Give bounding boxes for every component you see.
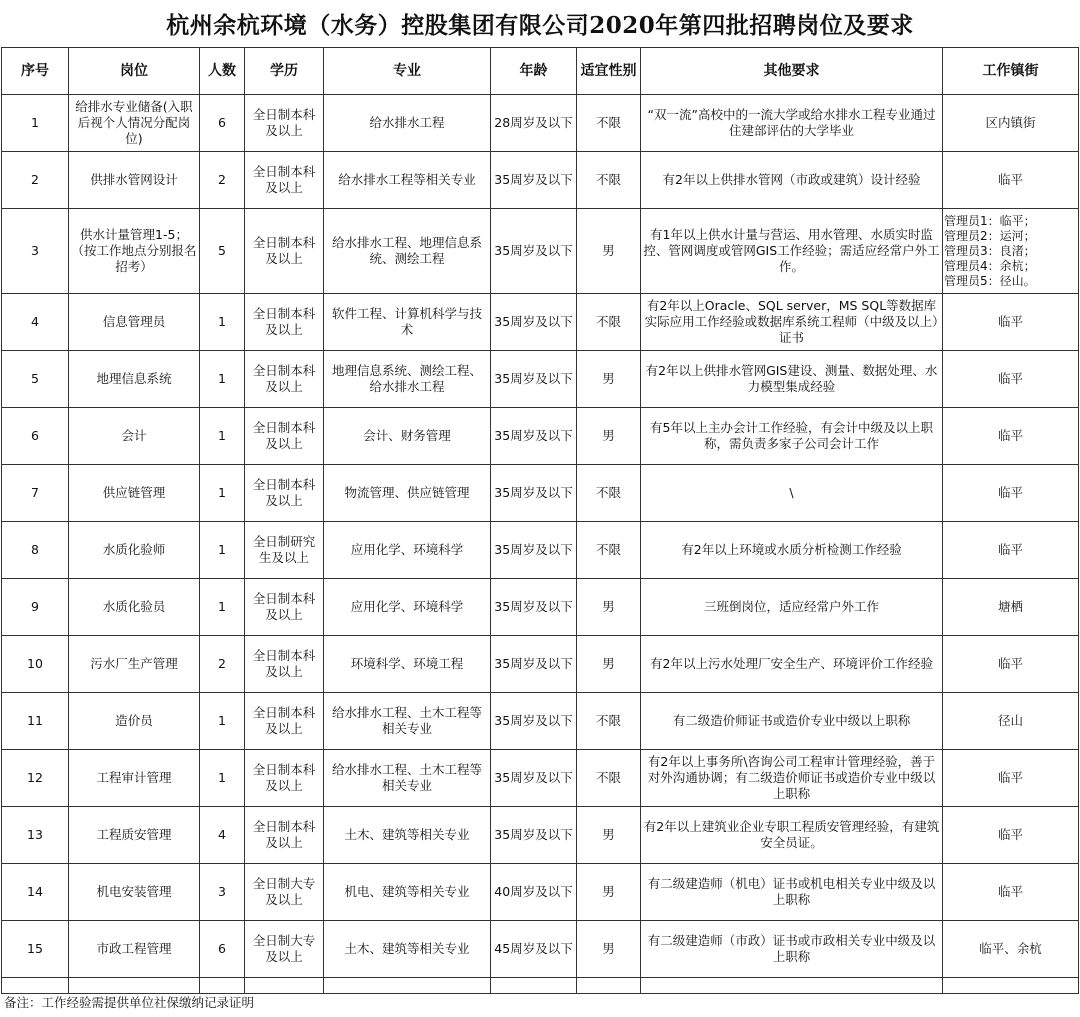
cell-gender: 男 [577, 209, 641, 294]
cell-position: 工程质安管理 [69, 807, 200, 864]
cell-other: 有2年以上Oracle、SQL server，MS SQL等数据库实际应用工作经验或数据库系统工程师（中级及以上）证书 [641, 294, 943, 351]
cell-town: 临平 [943, 636, 1079, 693]
cell-age: 35周岁及以下 [491, 579, 577, 636]
cell-town: 临平 [943, 864, 1079, 921]
cell-other: \ [641, 465, 943, 522]
table-row [2, 693, 1079, 750]
header-gender: 适宜性别 [577, 48, 641, 95]
cell-town: 临平 [943, 408, 1079, 465]
cell-education: 全日制本科及以上 [245, 636, 324, 693]
cell-count: 4 [200, 807, 245, 864]
cell-other: 有2年以上事务所\咨询公司工程审计管理经验，善于对外沟通协调；有二级造价师证书或造价专业中级以上职称 [641, 750, 943, 807]
cell-gender: 不限 [577, 95, 641, 152]
cell-education: 全日制本科及以上 [245, 408, 324, 465]
table-row [2, 807, 1079, 864]
cell-town: 临平 [943, 294, 1079, 351]
cell-other: 有2年以上供排水管网GIS建设、测量、数据处理、水力模型集成经验 [641, 351, 943, 408]
cell-town: 塘栖 [943, 579, 1079, 636]
empty-cell [641, 978, 943, 994]
cell-other: 有1年以上供水计量与营运、用水管理、水质实时监控、管网调度或管网GIS工作经验；需适应经常户外工作。 [641, 209, 943, 294]
cell-position: 供排水管网设计 [69, 152, 200, 209]
cell-age: 40周岁及以下 [491, 864, 577, 921]
cell-seq: 2 [2, 152, 69, 209]
empty-cell [69, 978, 200, 994]
table-row [2, 351, 1079, 408]
cell-gender: 男 [577, 636, 641, 693]
header-row [2, 48, 1079, 95]
cell-major: 给水排水工程、土木工程等相关专业 [324, 693, 491, 750]
town-line: 管理员5：径山。 [944, 273, 1036, 288]
page-title: 杭州余杭环境（水务）控股集团有限公司2020年第四批招聘岗位及要求 [166, 12, 914, 39]
cell-education: 全日制本科及以上 [245, 294, 324, 351]
cell-seq: 6 [2, 408, 69, 465]
cell-other: 有2年以上污水处理厂安全生产、环境评价工作经验 [641, 636, 943, 693]
cell-major: 土木、建筑等相关专业 [324, 921, 491, 978]
cell-town: 临平 [943, 152, 1079, 209]
table-row [2, 921, 1079, 978]
cell-position: 水质化验师 [69, 522, 200, 579]
cell-other: 有二级建造师（市政）证书或市政相关专业中级及以上职称 [641, 921, 943, 978]
header-town: 工作镇街 [943, 48, 1079, 95]
cell-gender: 男 [577, 864, 641, 921]
cell-position: 市政工程管理 [69, 921, 200, 978]
cell-position: 信息管理员 [69, 294, 200, 351]
cell-count: 3 [200, 864, 245, 921]
cell-count: 1 [200, 408, 245, 465]
empty-cell [2, 978, 69, 994]
header-count: 人数 [200, 48, 245, 95]
cell-count: 6 [200, 95, 245, 152]
cell-position: 污水厂生产管理 [69, 636, 200, 693]
cell-gender: 男 [577, 408, 641, 465]
cell-major: 物流管理、供应链管理 [324, 465, 491, 522]
empty-cell [943, 978, 1079, 994]
cell-education: 全日制本科及以上 [245, 209, 324, 294]
cell-age: 35周岁及以下 [491, 408, 577, 465]
cell-town: 临平 [943, 465, 1079, 522]
cell-count: 1 [200, 522, 245, 579]
cell-education: 全日制本科及以上 [245, 579, 324, 636]
cell-count: 2 [200, 636, 245, 693]
cell-count: 1 [200, 750, 245, 807]
table-row [2, 579, 1079, 636]
cell-count: 5 [200, 209, 245, 294]
empty-cell [324, 978, 491, 994]
cell-seq: 4 [2, 294, 69, 351]
cell-seq: 14 [2, 864, 69, 921]
cell-count: 1 [200, 351, 245, 408]
cell-position: 会计 [69, 408, 200, 465]
cell-gender: 男 [577, 579, 641, 636]
cell-position: 造价员 [69, 693, 200, 750]
cell-major: 地理信息系统、测绘工程、给水排水工程 [324, 351, 491, 408]
cell-major: 软件工程、计算机科学与技术 [324, 294, 491, 351]
cell-seq: 7 [2, 465, 69, 522]
cell-town: 区内镇街 [943, 95, 1079, 152]
town-line: 管理员1：临平； [944, 213, 1036, 228]
cell-count: 1 [200, 579, 245, 636]
empty-cell [245, 978, 324, 994]
cell-major: 应用化学、环境科学 [324, 579, 491, 636]
table-row [2, 95, 1079, 152]
header-position: 岗位 [69, 48, 200, 95]
cell-age: 35周岁及以下 [491, 750, 577, 807]
cell-gender: 不限 [577, 750, 641, 807]
cell-town: 临平 [943, 351, 1079, 408]
cell-other: 有2年以上建筑业企业专职工程质安管理经验，有建筑安全员证。 [641, 807, 943, 864]
cell-town: 临平 [943, 522, 1079, 579]
cell-other: 三班倒岗位，适应经常户外工作 [641, 579, 943, 636]
cell-seq: 1 [2, 95, 69, 152]
cell-major: 机电、建筑等相关专业 [324, 864, 491, 921]
cell-education: 全日制本科及以上 [245, 750, 324, 807]
cell-seq: 11 [2, 693, 69, 750]
cell-position: 水质化验员 [69, 579, 200, 636]
table-row [2, 408, 1079, 465]
cell-major: 给水排水工程、地理信息系统、测绘工程 [324, 209, 491, 294]
header-age: 年龄 [491, 48, 577, 95]
header-major: 专业 [324, 48, 491, 95]
cell-education: 全日制本科及以上 [245, 95, 324, 152]
cell-age: 35周岁及以下 [491, 522, 577, 579]
recruitment-table [1, 47, 1079, 994]
empty-row [2, 978, 1079, 994]
cell-age: 35周岁及以下 [491, 351, 577, 408]
cell-position: 给排水专业储备(入职后视个人情况分配岗位) [69, 95, 200, 152]
cell-seq: 12 [2, 750, 69, 807]
cell-other: 有2年以上环境或水质分析检测工作经验 [641, 522, 943, 579]
cell-other: “双一流”高校中的一流大学或给水排水工程专业通过住建部评估的大学毕业 [641, 95, 943, 152]
cell-gender: 不限 [577, 294, 641, 351]
cell-count: 1 [200, 465, 245, 522]
cell-major: 应用化学、环境科学 [324, 522, 491, 579]
cell-position: 地理信息系统 [69, 351, 200, 408]
cell-position: 供应链管理 [69, 465, 200, 522]
town-line: 管理员2：运河； [944, 228, 1036, 243]
cell-age: 35周岁及以下 [491, 465, 577, 522]
header-education: 学历 [245, 48, 324, 95]
table-row [2, 465, 1079, 522]
cell-gender: 不限 [577, 522, 641, 579]
cell-town [943, 209, 1079, 294]
cell-major: 给水排水工程 [324, 95, 491, 152]
cell-gender: 男 [577, 351, 641, 408]
cell-education: 全日制研究生及以上 [245, 522, 324, 579]
cell-town: 临平 [943, 807, 1079, 864]
cell-major: 土木、建筑等相关专业 [324, 807, 491, 864]
cell-age: 35周岁及以下 [491, 209, 577, 294]
cell-age: 28周岁及以下 [491, 95, 577, 152]
cell-count: 1 [200, 693, 245, 750]
cell-town: 径山 [943, 693, 1079, 750]
footnote: 备注：工作经验需提供单位社保缴纳记录证明 [4, 995, 255, 1010]
cell-age: 35周岁及以下 [491, 152, 577, 209]
cell-other: 有二级造价师证书或造价专业中级以上职称 [641, 693, 943, 750]
table-row [2, 209, 1079, 294]
cell-gender: 不限 [577, 693, 641, 750]
town-line: 管理员3：良渚； [944, 243, 1036, 258]
header-seq: 序号 [2, 48, 69, 95]
cell-age: 35周岁及以下 [491, 294, 577, 351]
cell-age: 45周岁及以下 [491, 921, 577, 978]
empty-cell [577, 978, 641, 994]
cell-other: 有二级建造师（机电）证书或机电相关专业中级及以上职称 [641, 864, 943, 921]
cell-major: 给水排水工程等相关专业 [324, 152, 491, 209]
cell-education: 全日制本科及以上 [245, 807, 324, 864]
cell-education: 全日制本科及以上 [245, 465, 324, 522]
cell-seq: 8 [2, 522, 69, 579]
cell-education: 全日制大专及以上 [245, 921, 324, 978]
table-row [2, 750, 1079, 807]
cell-position: 工程审计管理 [69, 750, 200, 807]
cell-age: 35周岁及以下 [491, 693, 577, 750]
cell-age: 35周岁及以下 [491, 636, 577, 693]
table-row [2, 636, 1079, 693]
cell-position: 供水计量管理1-5；（按工作地点分别报名招考） [69, 209, 200, 294]
header-other: 其他要求 [641, 48, 943, 95]
cell-education: 全日制本科及以上 [245, 351, 324, 408]
cell-seq: 13 [2, 807, 69, 864]
cell-education: 全日制大专及以上 [245, 864, 324, 921]
cell-seq: 15 [2, 921, 69, 978]
cell-position: 机电安装管理 [69, 864, 200, 921]
cell-count: 2 [200, 152, 245, 209]
cell-seq: 9 [2, 579, 69, 636]
cell-town: 临平 [943, 750, 1079, 807]
cell-major: 给水排水工程、土木工程等相关专业 [324, 750, 491, 807]
cell-count: 6 [200, 921, 245, 978]
cell-seq: 5 [2, 351, 69, 408]
cell-gender: 不限 [577, 152, 641, 209]
table-row [2, 294, 1079, 351]
cell-seq: 3 [2, 209, 69, 294]
cell-count: 1 [200, 294, 245, 351]
table-row [2, 152, 1079, 209]
table-row [2, 522, 1079, 579]
cell-other: 有2年以上供排水管网（市政或建筑）设计经验 [641, 152, 943, 209]
cell-gender: 不限 [577, 465, 641, 522]
cell-major: 环境科学、环境工程 [324, 636, 491, 693]
cell-gender: 男 [577, 921, 641, 978]
cell-age: 35周岁及以下 [491, 807, 577, 864]
table-row [2, 864, 1079, 921]
cell-education: 全日制本科及以上 [245, 152, 324, 209]
cell-other: 有5年以上主办会计工作经验，有会计中级及以上职称，需负责多家子公司会计工作 [641, 408, 943, 465]
town-line: 管理员4：余杭； [944, 258, 1036, 273]
cell-major: 会计、财务管理 [324, 408, 491, 465]
cell-seq: 10 [2, 636, 69, 693]
cell-education: 全日制本科及以上 [245, 693, 324, 750]
cell-gender: 男 [577, 807, 641, 864]
empty-cell [200, 978, 245, 994]
cell-town: 临平、余杭 [943, 921, 1079, 978]
empty-cell [491, 978, 577, 994]
